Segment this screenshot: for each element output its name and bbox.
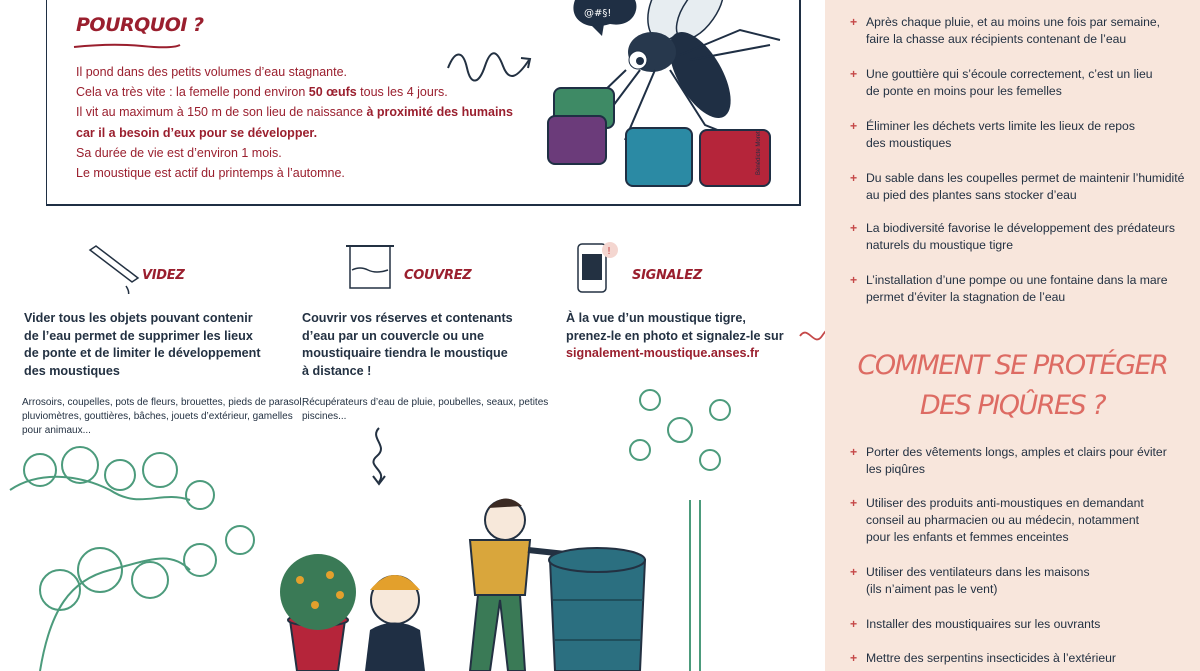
pourquoi-line-2: Cela va très vite : la femelle pond environ 50 œufs tous les 4 jours.	[76, 85, 448, 100]
couvrez-main: Couvrir vos réserves et contenants d’eau par un couvercle ou une moustiquaire tiendra le moustique à distance !	[302, 311, 513, 378]
videz-main: Vider tous les objets pouvant contenir de l’eau permet de supprimer les lieux de ponte et de limiter le développement des moustiques	[24, 311, 261, 378]
signalez-title: SIGNALEZ	[632, 268, 703, 283]
videz-title: VIDEZ	[142, 268, 185, 283]
covered-container-icon	[344, 242, 396, 294]
pourquoi-title: POURQUOI ?	[76, 14, 204, 36]
woman	[365, 575, 425, 671]
pourquoi-line-3: Il vit au maximum à 150 m de son lieu de naissance à proximité des humains	[76, 105, 514, 120]
signalement-link[interactable]: signalement-moustique.anses.fr	[566, 346, 760, 360]
garden-illustration	[0, 380, 825, 671]
pourquoi-line-5: Sa durée de vie est d’environ 1 mois.	[76, 145, 282, 160]
flower-pot	[280, 554, 356, 671]
rain-barrel	[549, 548, 645, 671]
pourquoi-line-4: car il a besoin d’eux pour se développer.	[76, 125, 318, 140]
pourquoi-line-1: Il pond dans des petits volumes d’eau stagnante.	[76, 65, 348, 79]
protection-headline: COMMENT SE PROTÉGER DES PIQÛRES ?	[857, 350, 1168, 421]
videz-examples: Arrosoirs, coupelles, pots de fleurs, brouettes, pieds de parasol, pluviomètres, gouttières, bâches, jouets d’extérieur, gamelles pour animaux...	[22, 397, 305, 436]
svg-text:@#§!: @#§!	[584, 8, 612, 19]
couvrez-examples: Récupérateurs d’eau de pluie, poubelles, seaux, petites piscines...	[302, 397, 549, 422]
svg-text:Bénédicte Moret: Bénédicte Moret	[756, 131, 762, 175]
svg-text:!: !	[607, 246, 612, 257]
couvrez-title: COUVREZ	[404, 268, 472, 283]
squiggle-arrow-icon	[445, 48, 535, 88]
title-underline	[72, 42, 182, 50]
mosquito-illustration	[540, 0, 790, 200]
signalez-main: À la vue d’un moustique tigre, prenez-le en photo et signalez-le sur signalement-moustique.anses.fr	[566, 310, 784, 363]
pourquoi-line-6: Le moustique est actif du printemps à l’automne.	[76, 166, 345, 181]
pour-water-icon	[86, 244, 142, 294]
phone-alert-icon	[574, 240, 622, 296]
